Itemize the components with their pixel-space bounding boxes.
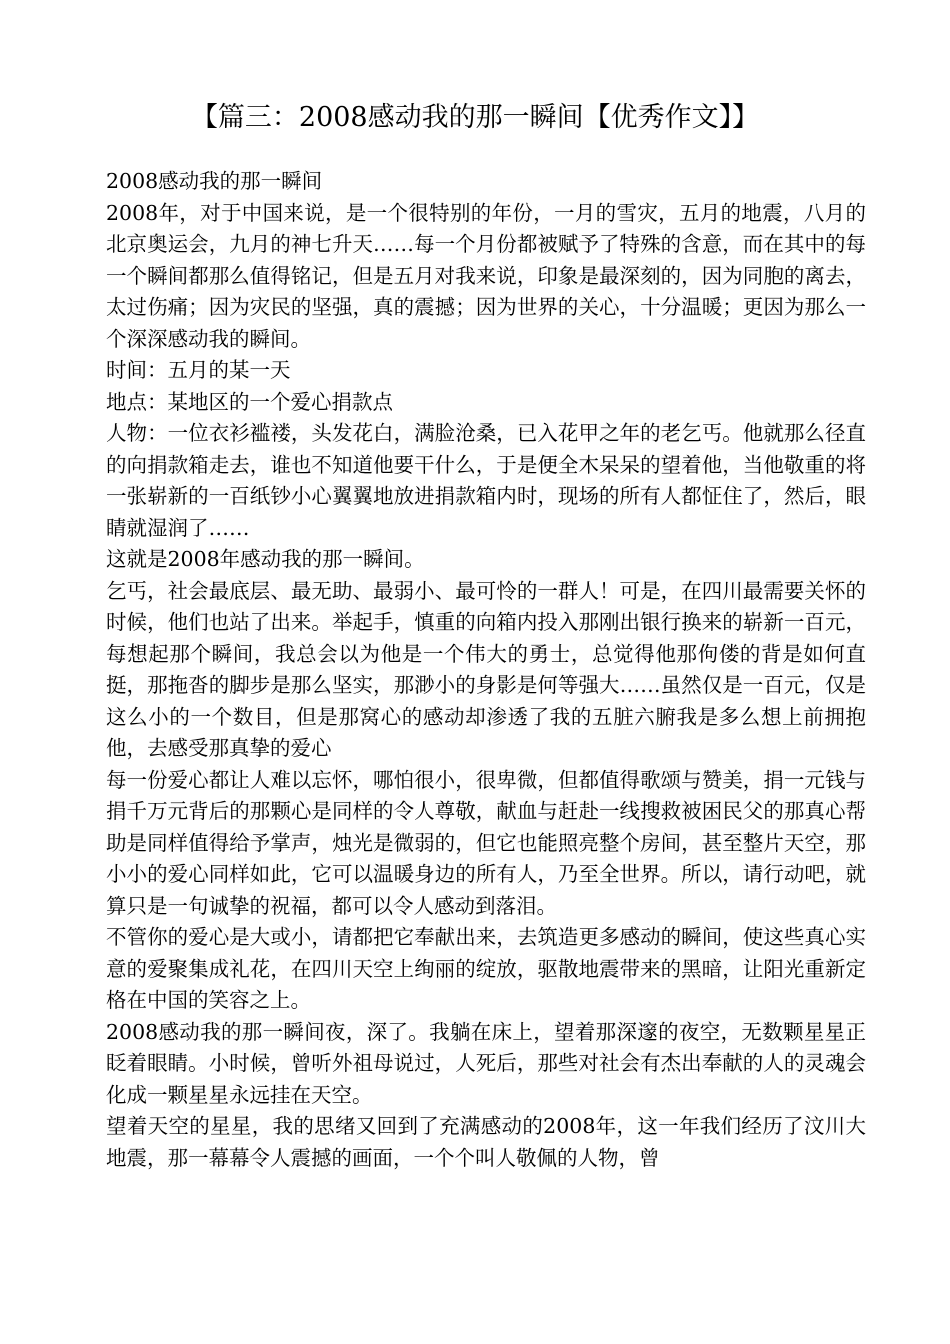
paragraph: 这就是2008年感动我的那一瞬间。 bbox=[106, 547, 425, 571]
paragraph: 每一份爱心都让人难以忘怀，哪怕很小，很卑微，但都值得歌颂与赞美，捐一元钱与捐千万元背后的那颗心是同样的令人尊敬，献血与赶赴一线搜救被困民父的那真心帮助是同样值得给予掌声，烛光是微弱的，但它也能照亮整个房间，甚至整片天空，那小小的爱心同样如此，它可以温暖身边的所有人，乃至全世界。所以，请行动吧，就算只是一句诚挚的祝福，都可以令人感动到落泪。 bbox=[106, 767, 866, 918]
paragraph: 不管你的爱心是大或小，请都把它奉献出来，去筑造更多感动的瞬间，使这些真心实意的爱聚集成礼花，在四川天空上绚丽的绽放，驱散地震带来的黑暗，让阳光重新定格在中国的笑容之上。 bbox=[106, 925, 866, 1012]
paragraph: 2008年，对于中国来说，是一个很特别的年份，一月的雪灾，五月的地震，八月的北京奥运会，九月的神七升天……每一个月份都被赋予了特殊的含意，而在其中的每一个瞬间都那么值得铭记，但是五月对我来说，印象是最深刻的，因为同胞的离去，太过伤痛；因为灾民的坚强，真的震撼；因为世界的关心，十分温暖；更因为那么一个深深感动我的瞬间。 bbox=[106, 200, 866, 351]
paragraph: 望着天空的星星，我的思绪又回到了充满感动的2008年，这一年我们经历了汶川大地震，那一幕幕令人震撼的画面，一个个叫人敬佩的人物，曾 bbox=[106, 1114, 866, 1170]
document-body bbox=[106, 166, 866, 1174]
paragraph-time: 时间：五月的某一天 bbox=[106, 358, 291, 382]
paragraph: 2008感动我的那一瞬间夜，深了。我躺在床上，望着那深邃的夜空，无数颗星星正眨着眼睛。小时候，曾听外祖母说过，人死后，那些对社会有杰出奉献的人的灵魂会化成一颗星星永远挂在天空。 bbox=[106, 1019, 866, 1107]
paragraph-place: 地点：某地区的一个爱心捐款点 bbox=[106, 389, 393, 414]
document-title: 【篇三：2008感动我的那一瞬间【优秀作文】】 bbox=[190, 102, 760, 133]
paragraph: 乞丐，社会最底层、最无助、最弱小、最可怜的一群人！可是，在四川最需要关怀的时候，他们也站了出来。举起手，慎重的向箱内投入那刚出银行换来的崭新一百元，每想起那个瞬间，我总会以为他是一个伟大的勇士，总觉得他那佝偻的背是如何直挺，那拖沓的脚步是那么坚实，那渺小的身影是何等强大……虽然仅是一百元，仅是这么小的一个数目，但是那窝心的感动却渗透了我的五脏六腑我是多么想上前拥抱他，去感受那真挚的爱心 bbox=[106, 578, 866, 760]
paragraph-subtitle: 2008感动我的那一瞬间 bbox=[106, 169, 323, 193]
paragraph-person: 人物：一位衣衫褴褛，头发花白，满脸沧桑，已入花甲之年的老乞丐。他就那么径直的向捐款箱走去，谁也不知道他要干什么，于是便全木呆呆的望着他，当他敬重的将一张崭新的一百纸钞小心翼翼地放进捐款箱内时，现场的所有人都怔住了，然后，眼睛就湿润了…… bbox=[106, 421, 866, 540]
